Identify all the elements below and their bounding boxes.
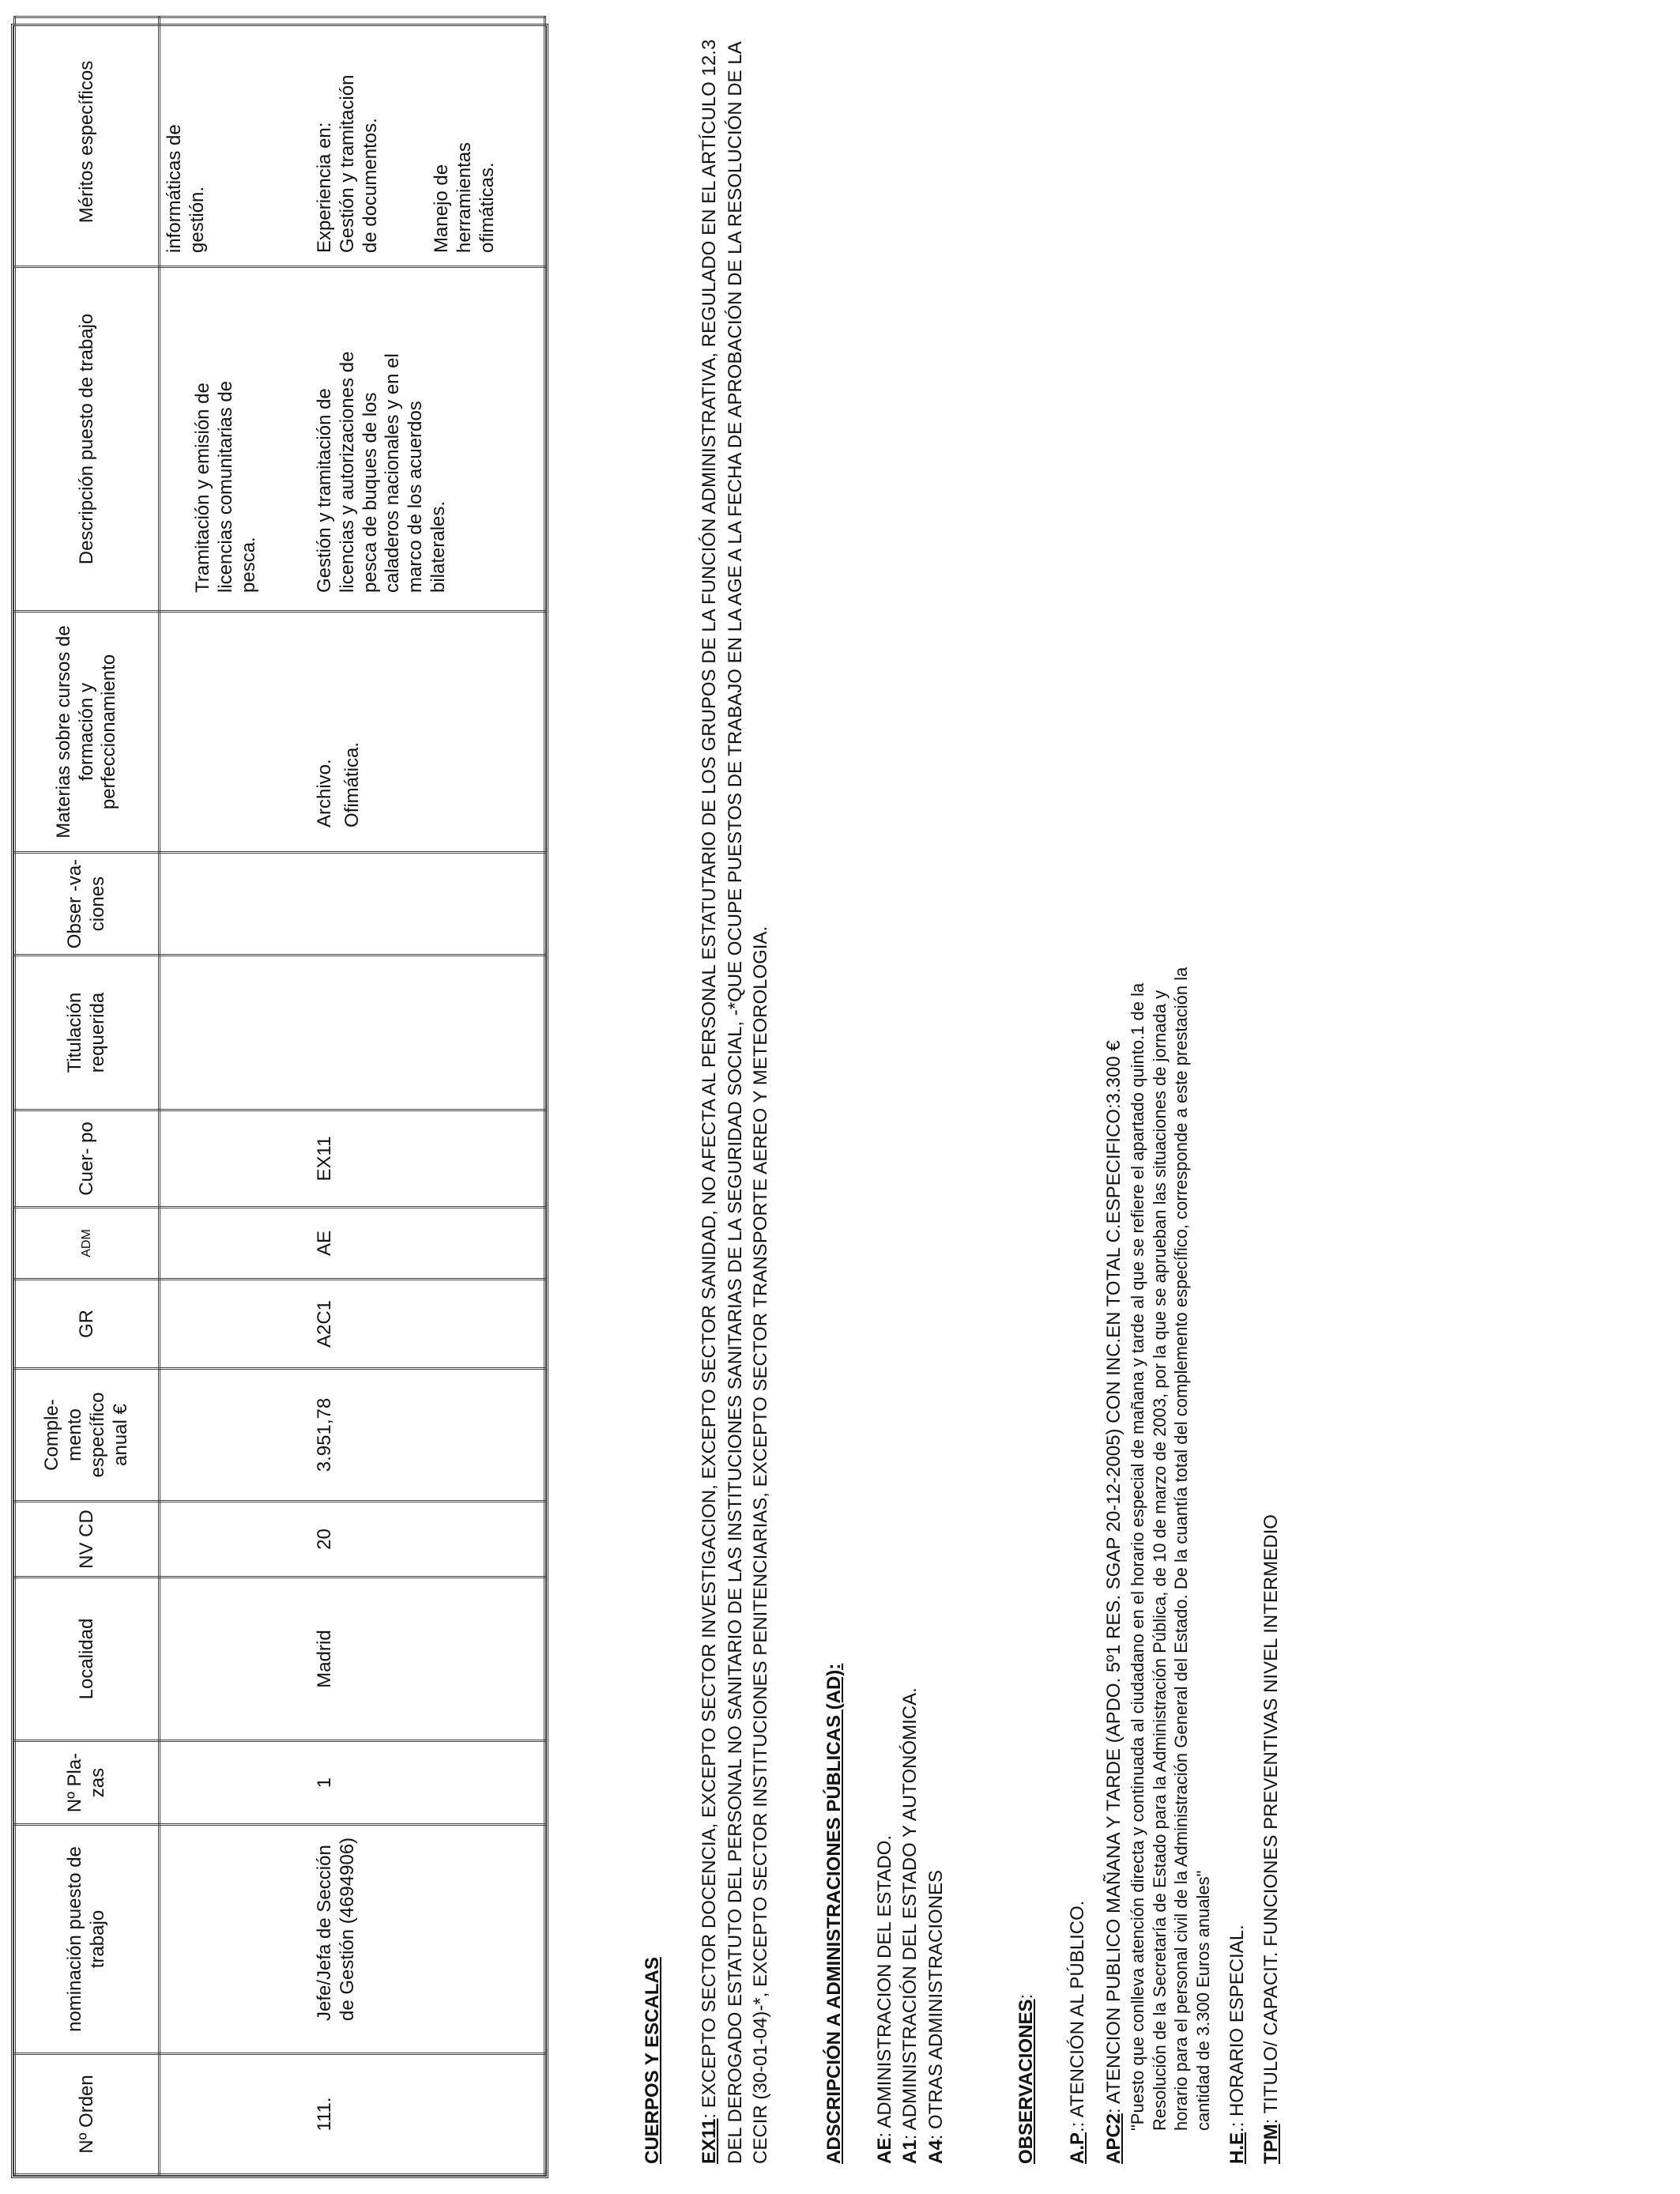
tpm-note: TPM: TITULO/ CAPACIT. FUNCIONES PREVENTIVAS NIVEL INTERMEDIO [1260, 1514, 1282, 2164]
cell-plazas: 1 [314, 1777, 335, 1789]
header-observaciones: Obser -va- ciones [15, 853, 160, 956]
header-meritos: Méritos específicos [15, 17, 160, 267]
cell-cuerpo: EX11 [314, 1136, 335, 1182]
cell-grupo: A2C1 [314, 1299, 335, 1348]
adscripcion-item: AE: ADMINISTRACION DEL ESTADO. [873, 1834, 895, 2164]
cell-adm: AE [314, 1231, 335, 1257]
cell-descripcion-2: Gestión y tramitación de licencias y autorizaciones de pesca de buques de los caladeros nacionales y en el marco de los acuerdos bilaterales. [314, 351, 449, 593]
adscripcion-heading: ADSCRIPCIÓN A ADMINISTRACIONES PÚBLICAS (AD): [823, 1663, 845, 2164]
header-cuerpo: Cuer- po [15, 1110, 160, 1208]
header-denominacion: nominación puesto de trabajo [15, 1825, 160, 2054]
adscripcion-item: A1: ADMINISTRACIÓN DEL ESTADO Y AUTONÓMICA. [899, 1687, 921, 2164]
he-note: H.E.: HORARIO ESPECIAL. [1226, 1924, 1249, 2164]
materia-item: Ofimática. [341, 741, 363, 827]
materia-item: Archivo. [314, 759, 335, 827]
header-materias: Materias sobre cursos de formación y perfeccionamiento [15, 612, 160, 853]
cell-localidad: Madrid [314, 1630, 335, 1688]
apc2-note: APC2: ATENCION PUBLICO MAÑANA Y TARDE (APDO. 5º1 RES. SGAP 20-12-2005) CON INC.EN TOTAL C.ESPECIFICO:3.300 € [1102, 1040, 1124, 2164]
header-titulacion: Titulación requerida [15, 956, 160, 1110]
table-row [160, 17, 545, 2175]
cell-orden: 111. [314, 2097, 335, 2132]
cell-complemento: 3.951,78 [314, 1397, 335, 1472]
ap-note: A.P.: ATENCIÓN AL PÚBLICO. [1066, 1900, 1088, 2164]
header-descripcion: Descripción puesto de trabajo [15, 267, 160, 612]
cell-meritos-2a: Experiencia en: Gestión y tramitación de documentos. [314, 74, 381, 253]
header-adm: ADM [15, 1208, 160, 1280]
cell-meritos-2b: Manejo de herramientas ofimáticas. [431, 141, 498, 253]
observaciones-heading: OBSERVACIONES: [1015, 1993, 1038, 2164]
job-table [11, 24, 548, 2178]
header-complemento: Comple- mento específico anual € [15, 1369, 160, 1502]
table-header-row [15, 17, 160, 2175]
notes-section [640, 30, 1284, 2164]
cuerpos-heading: CUERPOS Y ESCALAS [642, 1957, 663, 2164]
cell-descripcion-1: Tramitación y emisión de licencias comunitarias de pesca. [192, 380, 259, 593]
header-localidad: Localidad [15, 1578, 160, 1741]
header-orden: Nº Orden [15, 2054, 160, 2175]
cell-nivel: 20 [314, 1529, 335, 1550]
cell-meritos-1: informáticas de gestión. [164, 124, 208, 253]
header-plazas: Nº Pla- zas [15, 1741, 160, 1825]
apc2-quote: "Puesto que conlleva atención directa y continuada al ciudadano en el horario especial de mañana y tarde al que se refiere el apartado quinto.1 de la Resolución de la Secretaría de Estado para la Administración Pública, de 10 de marzo de 2003, por la que se aprueban las situaciones de jornada y horario para el personal civil de la Administración General del Estado. De la cuantía total del complemento específico, corresponde a este prestación la cantidad de 3.300 Euros anuales" [1128, 967, 1213, 2131]
header-grupo: GR [15, 1280, 160, 1369]
header-nivel: NV CD [15, 1502, 160, 1578]
adscripcion-item: A4: OTRAS ADMINISTRACIONES [925, 1869, 947, 2164]
cell-materias [314, 620, 364, 827]
ex11-note: EX11: EXCEPTO SECTOR DOCENCIA, EXCEPTO SECTOR INVESTIGACION, EXCEPTO SECTOR SANIDAD, NO AFECTA AL PERSONAL ESTATUTARIO DE LOS GRUPOS DE LA FUNCIÓN ADMINISTRATIVA, REGULADO EN EL ARTÍCULO 12.3 DEL DEROGADO ESTATUTO DEL PERSONAL NO SANITARIO DE LAS INSTITUCIONES SANITARIAS DE LA SEGURIDAD SOCIAL, -*QUE OCUPE PUESTOS DE TRABAJO EN LA AGE A LA FECHA DE APROBACIÓN DE LA RESOLUCIÓN DE LA CECIR (30-01-04)-*, EXCEPTO SECTOR INSTITUCIONES PENITENCIARIAS, EXCEPTO SECTOR TRANSPORTE AEREO Y METEOROLOGIA. [699, 39, 772, 2164]
cell-denominacion: Jefe/Jefa de Sección de Gestión (4694906) [314, 1837, 358, 2021]
